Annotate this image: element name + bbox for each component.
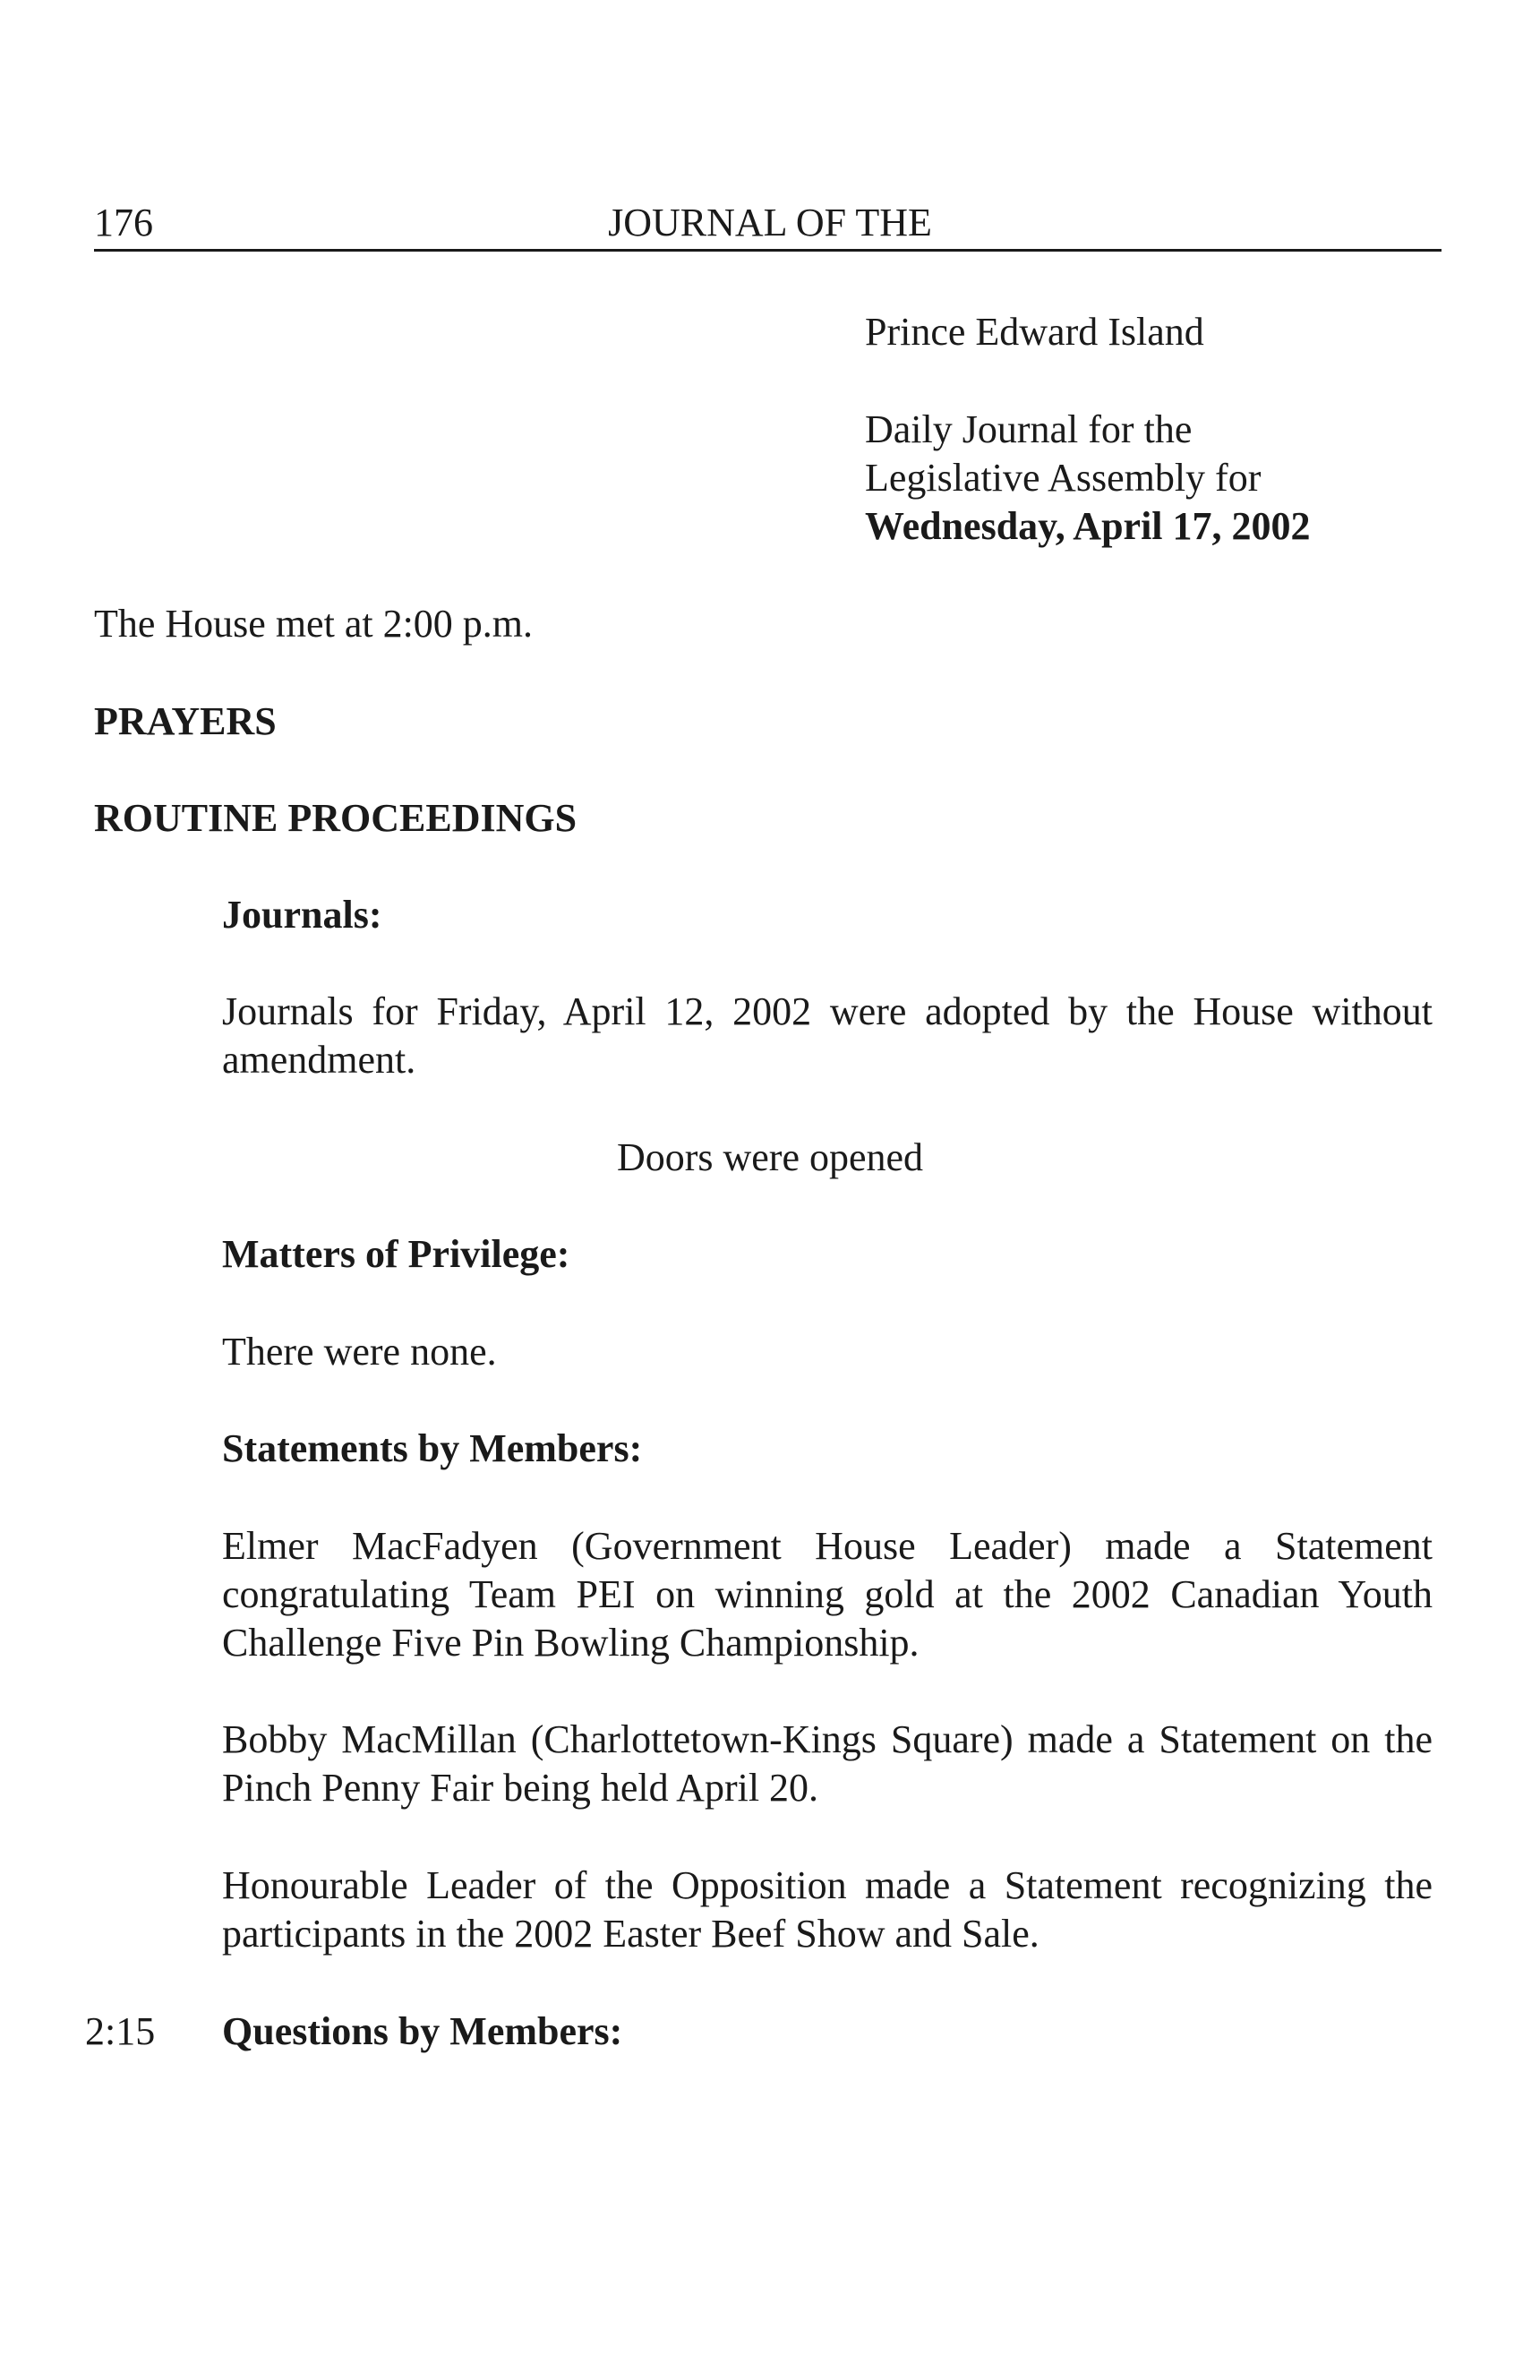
statement-paragraph: Elmer MacFadyen (Government House Leader) made a Statement congratulating Team PEI on winning gold at the 2002 Canadian Youth Challenge Five Pin Bowling Championship. [222, 1524, 1433, 1665]
questions-heading: Questions by Members: [222, 2009, 623, 2053]
sitting-date: Wednesday, April 17, 2002 [865, 504, 1311, 548]
statement-paragraph: Honourable Leader of the Opposition made a Statement recognizing the participants in the 2002 Easter Beef Show and Sale. [222, 1863, 1433, 1956]
statement-paragraph: Bobby MacMillan (Charlottetown-Kings Square) made a Statement on the Pinch Penny Fair being held April 20. [222, 1717, 1433, 1810]
doors-opened-note: Doors were opened [616, 1135, 924, 1179]
privilege-heading: Matters of Privilege: [222, 1232, 570, 1276]
statements-heading: Statements by Members: [222, 1426, 643, 1470]
page-number: 176 [94, 201, 153, 244]
province-name: Prince Edward Island [865, 310, 1204, 354]
journals-heading: Journals: [222, 893, 382, 937]
journals-text: Journals for Friday, April 12, 2002 were adopted by the House without amendment. [222, 989, 1433, 1082]
house-met-time: The House met at 2:00 p.m. [94, 602, 534, 646]
running-title: JOURNAL OF THE [608, 201, 932, 244]
routine-proceedings-heading: ROUTINE PROCEEDINGS [94, 796, 578, 840]
journal-title-line2: Legislative Assembly for [865, 456, 1262, 500]
privilege-text: There were none. [222, 1330, 497, 1374]
header-rule [94, 249, 1442, 252]
journal-title-line1: Daily Journal for the [865, 407, 1193, 451]
prayers-heading: PRAYERS [94, 699, 277, 743]
questions-time: 2:15 [85, 2009, 156, 2053]
